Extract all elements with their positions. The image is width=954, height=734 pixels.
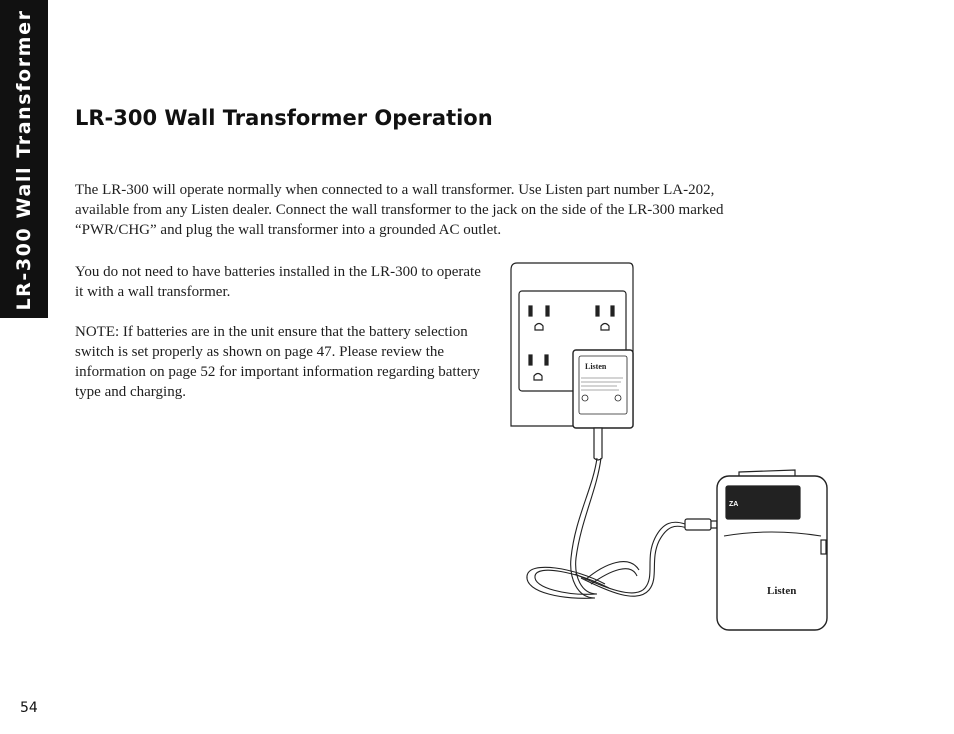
svg-text:Listen: Listen	[767, 585, 797, 597]
intro-paragraph: The LR-300 will operate normally when connected to a wall transformer. Use Listen part number LA-202, available from any Listen dealer. Connect the wall transformer to the jack on the side of the LR-300 marked “PWR/CHG” and plug the wall transformer into a grounded AC outlet.	[75, 182, 724, 238]
illustration-svg	[505, 258, 835, 638]
adapter-strain-relief	[594, 428, 602, 460]
page-title: LR-300 Wall Transformer Operation	[75, 106, 493, 130]
note-paragraph: NOTE: If batteries are in the unit ensure that the battery selection switch is set properly as shown on page 47. Please review the information on page 52 for important information regarding battery type and charging.	[75, 324, 480, 400]
outlet-lower-left	[529, 355, 548, 380]
outlet-upper-right	[596, 306, 614, 330]
outlet-upper-left	[529, 306, 549, 330]
power-cord	[527, 458, 687, 598]
side-tab	[0, 0, 48, 318]
receiver-plug	[685, 519, 711, 530]
batteries-paragraph: You do not need to have batteries installed in the LR-300 to operate it with a wall transformer.	[75, 264, 481, 300]
svg-text:Listen: Listen	[585, 362, 607, 371]
page-number: 54	[20, 700, 38, 716]
svg-text:ZA: ZA	[729, 501, 739, 508]
wall-transformer-illustration	[505, 258, 835, 638]
receiver-body	[717, 470, 827, 630]
side-tab-label: LR-300 Wall Transformer	[13, 9, 35, 311]
